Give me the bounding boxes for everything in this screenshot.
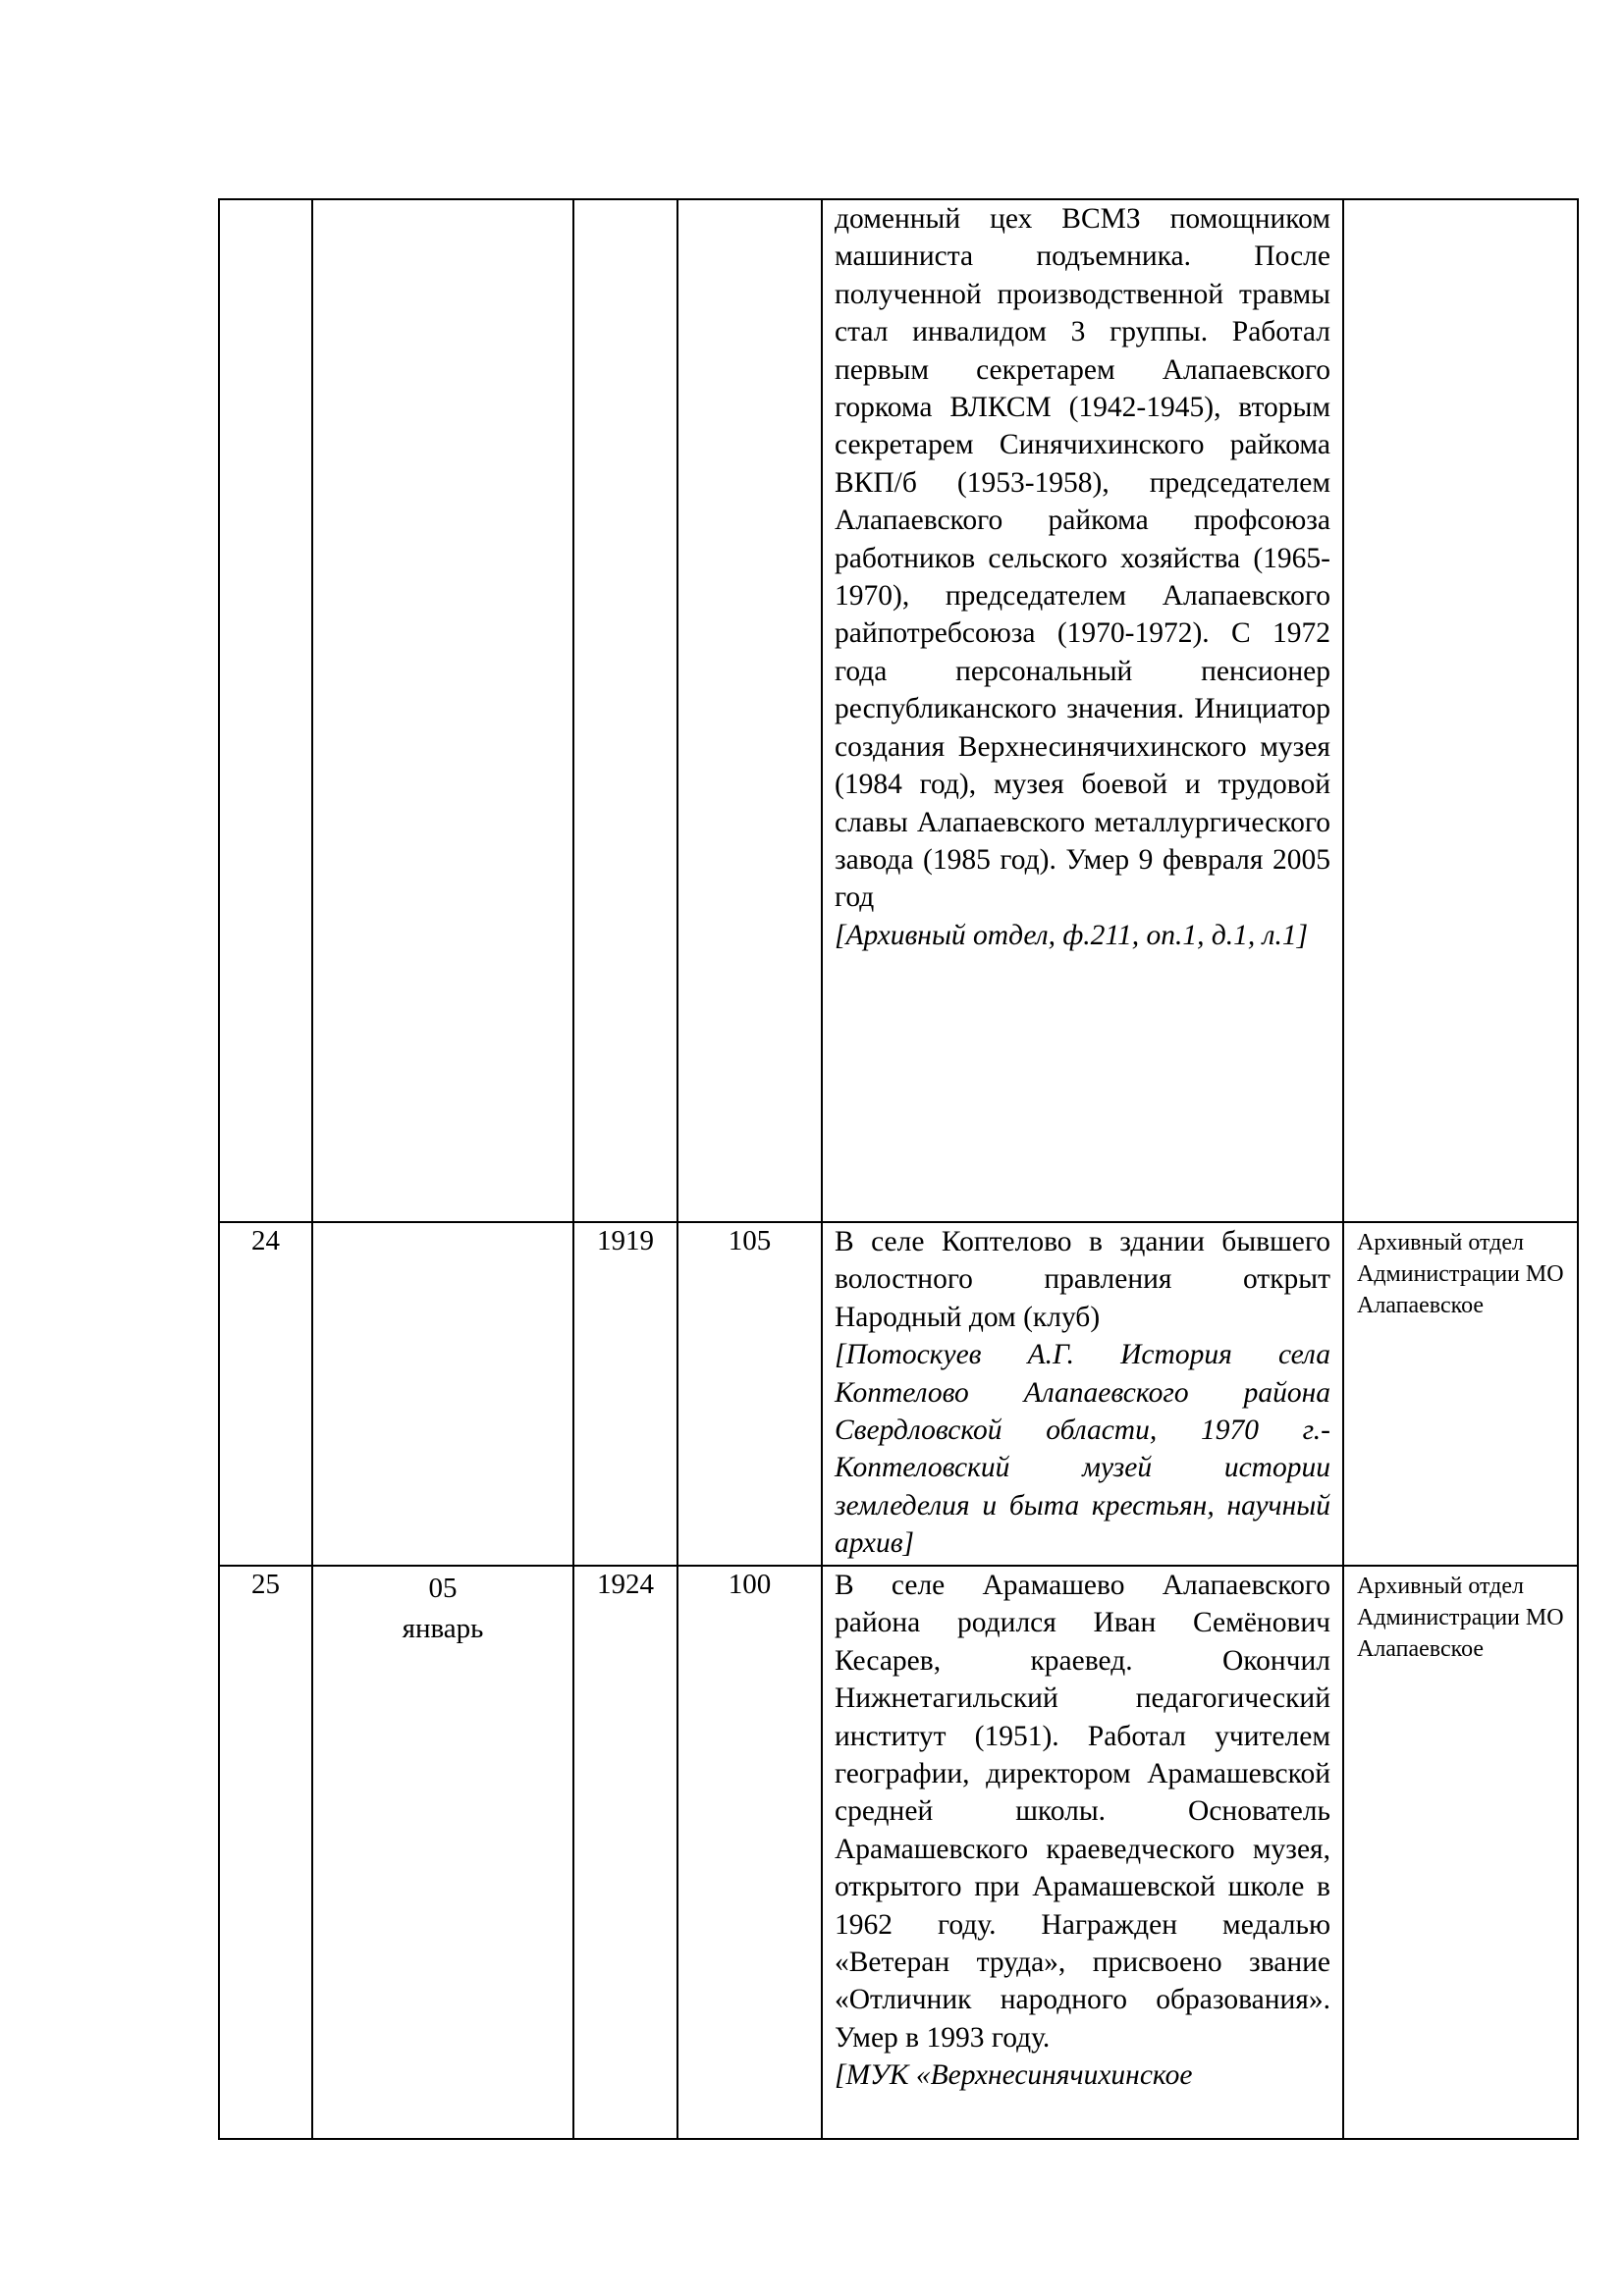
event-description-cell xyxy=(822,1222,1343,1566)
table-row xyxy=(219,1566,1578,2139)
archive-cell xyxy=(1343,199,1578,1222)
event-source: [Архивный отдел, ф.211, оп.1, д.1, л.1] xyxy=(835,919,1309,951)
event-source: [МУК «Верхнесинячихинское xyxy=(835,2059,1193,2092)
date-cell xyxy=(312,199,573,1222)
year-cell: 1919 xyxy=(573,1222,677,1566)
year-cell xyxy=(573,199,677,1222)
event-text: доменный цех ВСМЗ помощником машиниста подъемника. После полученной производственной травмы стал инвалидом 3 группы. Работал первым секретарем Алапаевского горкома ВЛКСМ (1942-1945), вторым секретарем Синячихинского райкома ВКП/б (1953-1958), председателем Алапаевского райкома профсоюза работников сельского хозяйства (1965-1970), председателем Алапаевского райпотребсоюза (1970-1972). С 1972 года персональный пенсионер республиканского значения. Инициатор создания Верхнесинячихинского музея (1984 год), музея боевой и трудовой славы Алапаевского металлургического завода (1985 год). Умер 9 февраля 2005 год xyxy=(835,203,1330,914)
date-day: 05 xyxy=(428,1573,458,1604)
table-row xyxy=(219,199,1578,1222)
date-month: январь xyxy=(402,1613,484,1644)
date-cell xyxy=(312,1566,573,2139)
year-cell: 1924 xyxy=(573,1566,677,2139)
anniversary-cell: 105 xyxy=(677,1222,822,1566)
event-description-cell xyxy=(822,199,1343,1222)
event-source: [Потоскуев А.Г. История села Коптелово Алапаевского района Свердловской области, 1970 г.- Коптеловский музей истории земледелия и быта крестьян, научный архив] xyxy=(835,1339,1330,1560)
event-text: В селе Коптелово в здании бывшего волостного правления открыт Народный дом (клуб) xyxy=(835,1226,1330,1333)
event-text: В селе Арамашево Алапаевского района родился Иван Семёнович Кесарев, краевед. Окончил Нижнетагильский педагогический институт (1951). Работал учителем географии, директором Арамашевской средней школы. Основатель Арамашевского краеведческого музея, открытого при Арамашевской школе в 1962 году. Награжден медалью «Ветеран труда», присвоено звание «Отличник народного образования». Умер в 1993 году. xyxy=(835,1570,1330,2054)
row-number-cell: 24 xyxy=(219,1222,312,1566)
row-number-cell: 25 xyxy=(219,1566,312,2139)
row-number-cell xyxy=(219,199,312,1222)
events-table xyxy=(218,198,1579,2140)
table-row xyxy=(219,1222,1578,1566)
anniversary-cell xyxy=(677,199,822,1222)
archive-cell: Архивный отдел Администрации МО Алапаевское xyxy=(1343,1222,1578,1566)
date-cell xyxy=(312,1222,573,1566)
anniversary-cell: 100 xyxy=(677,1566,822,2139)
archive-cell: Архивный отдел Администрации МО Алапаевское xyxy=(1343,1566,1578,2139)
event-description-cell xyxy=(822,1566,1343,2139)
